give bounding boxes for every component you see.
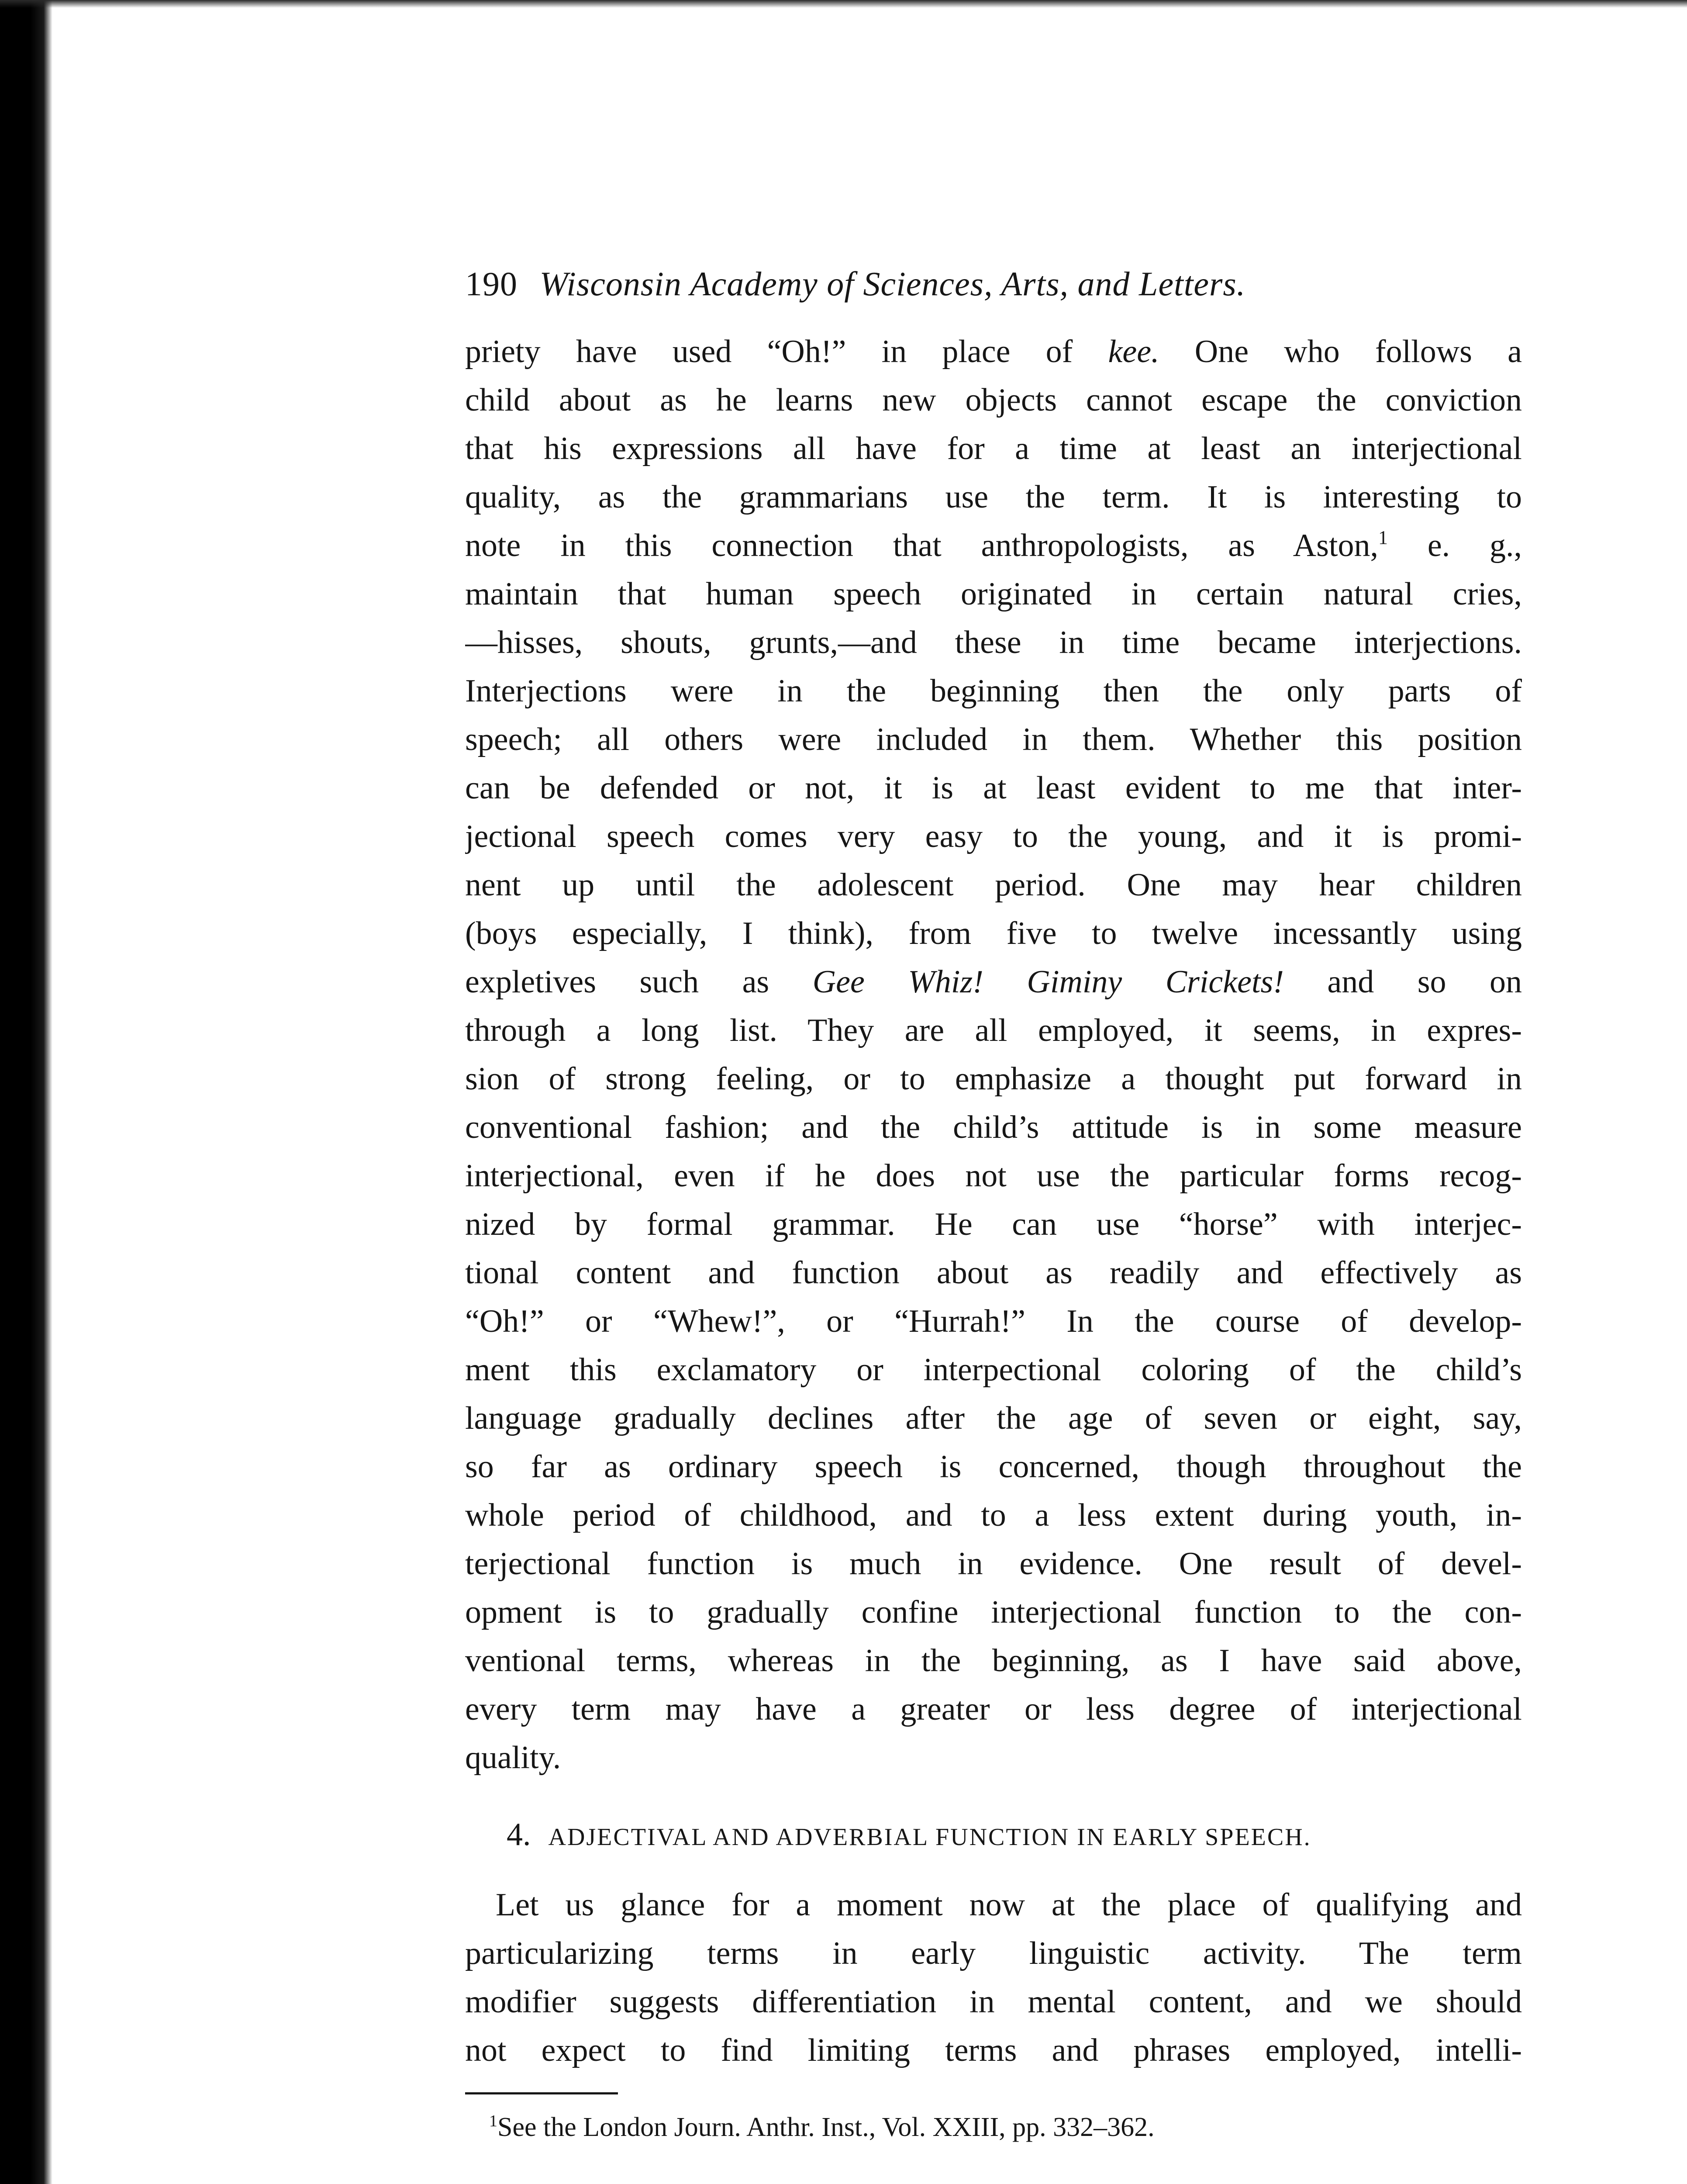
book-page <box>465 262 1522 2147</box>
text-line: “Oh!” or “Whew!”, or “Hurrah!” In the course of develop- <box>465 1303 1522 1339</box>
text-line: language gradually declines after the age of seven or eight, say, <box>465 1400 1522 1436</box>
text-line: particularizing terms in early linguistic activity. The term <box>465 1935 1522 1971</box>
text-line <box>465 958 1522 1006</box>
text-line: modifier suggests differentiation in mental content, and we should <box>465 1984 1522 2020</box>
italic-phrase: Gee Whiz! Giminy Crickets! <box>812 964 1284 1000</box>
text-line: not expect to find limiting terms and phrases employed, intelli- <box>465 2032 1522 2068</box>
text-line: sion of strong feeling, or to emphasize a thought put forward in <box>465 1061 1522 1097</box>
section-title: ADJECTIVAL AND ADVERBIAL FUNCTION IN EARLY SPEECH. <box>548 1824 1311 1851</box>
text-line: child about as he learns new objects cannot escape the conviction <box>465 382 1522 418</box>
text-line: tional content and function about as readily and effectively as <box>465 1255 1522 1291</box>
text-run: expletives such as <box>465 964 813 1000</box>
text-line <box>465 328 1522 376</box>
text-line: quality. <box>465 1740 561 1776</box>
text-line: conventional fashion; and the child’s attitude is in some measure <box>465 1109 1522 1145</box>
text-line: maintain that human speech originated in certain natural cries, <box>465 576 1522 612</box>
section-heading <box>465 1813 1522 1859</box>
text-line: through a long list. They are all employed, it seems, in expres- <box>465 1013 1522 1048</box>
paragraph-interjections <box>465 328 1522 1782</box>
text-run: and so on <box>1283 964 1522 1000</box>
text-run: priety have used “Oh!” in place of <box>465 334 1108 370</box>
text-line: every term may have a greater or less degree of interjectional <box>465 1691 1522 1727</box>
text-line: Let us glance for a moment now at the place of qualifying and <box>496 1887 1522 1923</box>
scan-border-left <box>0 0 52 2184</box>
text-line: speech; all others were included in them. Whether this position <box>465 722 1522 757</box>
text-line: whole period of childhood, and to a less extent during youth, in- <box>465 1497 1522 1533</box>
text-run: e. g., <box>1387 528 1522 563</box>
footnote-reference: 1 <box>1378 527 1388 548</box>
text-line: can be defended or not, it is at least evident to me that inter- <box>465 770 1522 806</box>
text-line: opment is to gradually confine interjectional function to the con- <box>465 1594 1522 1630</box>
text-line: Interjections were in the beginning then the only parts of <box>465 673 1522 709</box>
text-line <box>465 522 1522 570</box>
page-number: 190 <box>465 265 517 303</box>
running-head <box>465 262 1522 306</box>
footnote-divider <box>465 2092 618 2094</box>
text-line: nized by formal grammar. He can use “horse” with interjec- <box>465 1206 1522 1242</box>
section-number: 4. <box>507 1817 531 1852</box>
text-run: note in this connection that anthropologists, as Aston, <box>465 528 1378 563</box>
text-line: ment this exclamatory or interpectional coloring of the child’s <box>465 1352 1522 1388</box>
paragraph-modifiers <box>465 1881 1522 2075</box>
text-run: One who follows a <box>1159 334 1522 370</box>
text-line: terjectional function is much in evidence. One result of devel- <box>465 1546 1522 1582</box>
text-line: (boys especially, I think), from five to twelve incessantly using <box>465 916 1522 951</box>
text-line: interjectional, even if he does not use the particular forms recog- <box>465 1158 1522 1194</box>
text-line: ventional terms, whereas in the beginning, as I have said above, <box>465 1643 1522 1679</box>
text-line: so far as ordinary speech is concerned, though throughout the <box>465 1449 1522 1485</box>
footnote-text: See the London Journ. Anthr. Inst., Vol. XXIII, pp. 332–362. <box>497 2112 1155 2142</box>
text-line: nent up until the adolescent period. One may hear children <box>465 867 1522 903</box>
text-line: —hisses, shouts, grunts,—and these in time became interjections. <box>465 625 1522 660</box>
footnote-marker: 1 <box>489 2112 497 2130</box>
scan-border-top <box>0 0 1687 8</box>
journal-title: Wisconsin Academy of Sciences, Arts, and Letters. <box>539 265 1246 303</box>
italic-word: kee. <box>1108 334 1159 370</box>
footnote <box>465 2108 1522 2147</box>
text-line: quality, as the grammarians use the term. It is interesting to <box>465 479 1522 515</box>
text-line: that his expressions all have for a time at least an interjectional <box>465 431 1522 467</box>
text-line: jectional speech comes very easy to the young, and it is promi- <box>465 819 1522 854</box>
